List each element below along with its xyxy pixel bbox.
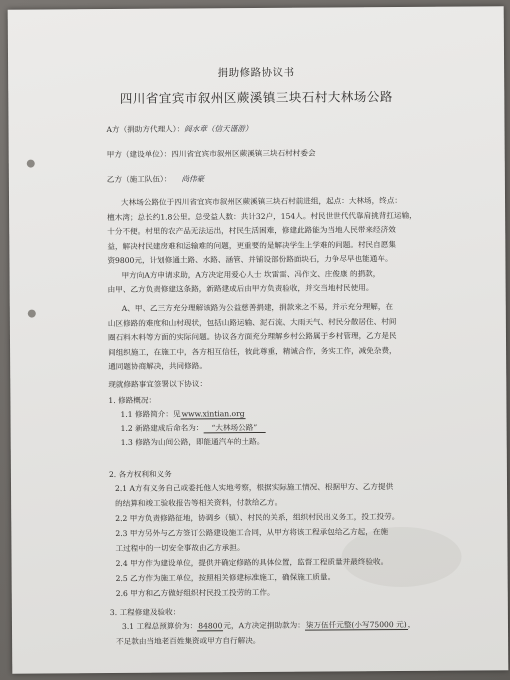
item-3-1-mid: 元，A方决定捐助款为：: [223, 620, 305, 631]
para1-line: 益，解决村民建房难和运输难的问题，更重要的是解决学生上学难的问题。村民自愿集: [107, 239, 396, 251]
party-yi-name: 尚伟豪: [181, 174, 205, 184]
section2-line: 2.6 甲方和乙方做好组织村民投工投劳的工作。: [115, 587, 275, 598]
background-paragraph: [107, 194, 460, 298]
para1-line: 甲方向A方申请求助，A方决定用爱心人士 坎雷雷、冯作文、庄俊康 的捐款，: [121, 268, 381, 280]
section2-line: 2.2 甲方负责修路征地，协调乡（镇）、村民的关系，组织村民出义务工，投工投劳。: [115, 512, 400, 524]
para2-line: 间组织施工，在施工中，各方相互信任，彼此尊重，精诚合作，务实工作，减免杂费，: [108, 345, 397, 357]
para2-line: 通同题协商解决，共同修路。: [108, 361, 207, 372]
para2-line: 山区修路的难度和山村现状，包括山路运输、泥石流、大雨天气、村民分散居住、村间: [107, 316, 397, 328]
para1-line: 十分不便。村里的农产品无法运出，村民生活困难，修建此路能为当地人民带来经济效: [107, 225, 396, 237]
doc-subtitle: 四川省宜宾市叙州区蕨溪镇三块石村大林场公路: [119, 89, 393, 106]
section1-title: 1. 修路概况：: [108, 395, 157, 406]
item-1-3: 1.3 修路为山间公路，即能通汽车的土路。: [120, 436, 265, 447]
item-1-1-label: 1.1 修路简介：见: [120, 409, 181, 419]
para2-line: A、甲、乙三方充分理解该路为公益慈善捐建，捐款来之不易，并示充分理解，在: [121, 302, 394, 313]
section2-line: 2.1 A方有义务自己或委托他人实地考察，根据实际施工情况、根据甲方、乙方提供: [115, 482, 394, 494]
item-3-1: [122, 621, 415, 631]
para1-line: 檀木湾；总长约1.8公里。总受益人数：共计32户，154人。村民世世代代靠肩挑背扛运输，: [107, 210, 417, 222]
section2-line: 的结算和竣工验收报告等相关资料，付款给乙方。: [115, 497, 283, 509]
party-yi-line: [107, 175, 204, 183]
section2-line: 工过程中的一切安全事故由乙方承担。: [115, 543, 245, 554]
para1-line: 资9800元，计划修通土路、水路、涵管、并铺设部份路面块石，力争尽早也能通车。: [107, 254, 393, 266]
document-body: [8, 6, 509, 673]
party-jia-line: [107, 150, 316, 159]
para2-line: 圈石料木料等方面的实际问题。协议各方面充分理解乡村公路属于乡村管理，乙方是民: [107, 331, 397, 343]
party-a-label: A方（捐助方代理人）：: [106, 124, 185, 135]
agreement-paper: [8, 6, 509, 673]
item-3-1-suffix: ，: [407, 619, 416, 629]
section2-line: 2.3 甲方另外与乙方签订公路建设施工合同，从甲方将该工程承包给乙方起，在施: [115, 527, 389, 539]
item-1-2: [121, 424, 266, 433]
section2-line: 2.4 甲方作为建设单位，提供并确定修路的具体位置，监督工程质量并最终验收。: [115, 557, 389, 568]
road-name: “大林场公路”: [203, 423, 265, 433]
party-jia-label: 甲方（建设单位）：: [106, 149, 172, 160]
agreement-intro: 现就修路事宜签署以下协议：: [108, 379, 208, 390]
item-3-1-prefix: 3.1 工程总预算价为：: [121, 621, 198, 631]
party-a-name: 阎水章（信天谨游）: [184, 124, 253, 134]
website-link[interactable]: www.xintian.org: [181, 409, 245, 419]
party-a-line: [107, 125, 253, 134]
party-jia-name: 四川省宜宾市叙州区蕨溪镇三块石村村委会: [171, 148, 316, 159]
para1-line: 由甲、乙方负责修建这条路，新路建成后由甲方负责验收，并交当地村民使用。: [107, 283, 374, 295]
budget-amount: 84800: [198, 621, 223, 631]
item-1-2-label: 1.2 新路建成后命名为：: [120, 423, 204, 433]
doc-title: 捐助修路协议书: [217, 66, 295, 80]
party-yi-label: 乙方（施工队伍）：: [106, 174, 172, 185]
section2-line: 2.5 乙方作为施工单位，按照相关修建标准施工，确保施工质量。: [115, 572, 336, 583]
section2-title: 2. 各方权利和义务: [108, 469, 172, 480]
section2-items: [115, 479, 466, 601]
understanding-paragraph: [108, 300, 460, 375]
section3-title: 3. 工程修建及验收：: [109, 607, 181, 618]
item-3-1-line2: 不足款由当地老百姓集资或甲方自行解决。: [116, 635, 261, 646]
grant-amount: 柒万伍仟元整(小写75000 元): [305, 619, 407, 630]
item-1-1: [120, 410, 245, 418]
para1-line: 大林场公路位于四川省宜宾市叙州区蕨溪镇三块石村前进组，起点：大林场，终点：: [121, 195, 403, 207]
